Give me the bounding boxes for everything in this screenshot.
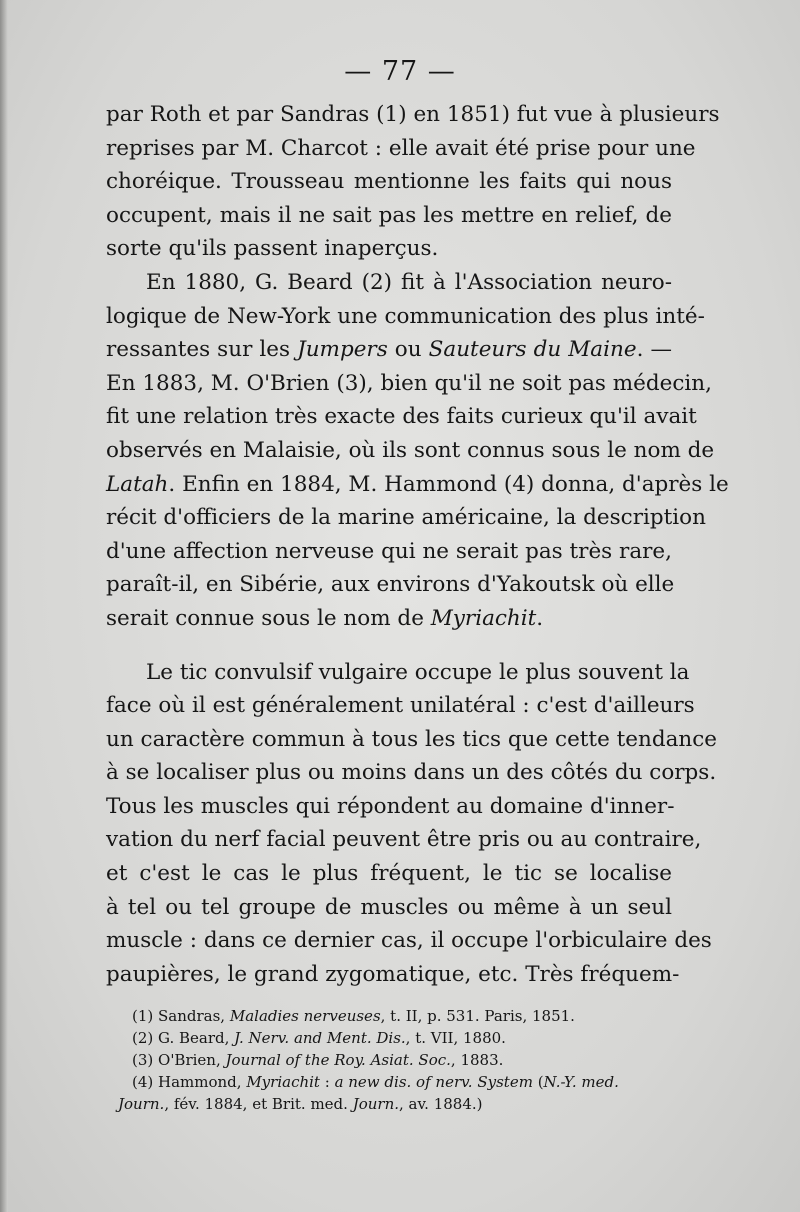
- text-line: logique de New-York une communication des plus inté-: [106, 303, 705, 329]
- text-line: serait connue sous le nom de Myriachit.: [106, 605, 544, 631]
- footnote: (2) G. Beard, J. Nerv. and Ment. Dis., t. VII, 1880.: [132, 1029, 506, 1047]
- footnotes: [118, 1005, 688, 1115]
- text-line: choréique. Trousseau mentionne les faits qui nous: [106, 169, 672, 195]
- text-line: reprises par M. Charcot : elle avait été prise pour une: [106, 135, 696, 161]
- text-line: muscle : dans ce dernier cas, il occupe l'orbiculaire des: [106, 928, 712, 954]
- text-line: ressantes sur les Jumpers ou Sauteurs du Maine. —: [106, 337, 672, 363]
- text-line: observés en Malaisie, où ils sont connus sous le nom de: [106, 437, 715, 463]
- footnote: (4) Hammond, Myriachit : a new dis. of nerv. System (N.-Y. med.: [132, 1073, 619, 1091]
- page-edge-shadow: [0, 0, 8, 1212]
- text-line: En 1883, M. O'Brien (3), bien qu'il ne soit pas médecin,: [106, 370, 712, 396]
- footnote-continuation: Journ., fév. 1884, et Brit. med. Journ., av. 1884.): [118, 1095, 483, 1113]
- paragraph-gap: [106, 636, 672, 656]
- text-line: à tel ou tel groupe de muscles ou même à un seul: [106, 894, 672, 920]
- text-line: face où il est généralement unilatéral : c'est d'ailleurs: [106, 693, 695, 719]
- text-line: par Roth et par Sandras (1) en 1851) fut vue à plusieurs: [106, 102, 720, 127]
- text-line: d'une affection nerveuse qui ne serait pas très rare,: [106, 538, 672, 564]
- text-line: Tous les muscles qui répondent au domaine d'inner-: [106, 793, 675, 819]
- text-line: fit une relation très exacte des faits curieux qu'il avait: [106, 404, 697, 430]
- text-line: vation du nerf facial peuvent être pris ou au contraire,: [106, 827, 702, 853]
- page-number: — 77 —: [344, 56, 456, 87]
- text-line: paupières, le grand zygomatique, etc. Très fréquem-: [106, 961, 680, 987]
- text-line: Le tic convulsif vulgaire occupe le plus souvent la: [146, 659, 690, 685]
- text-line: et c'est le cas le plus fréquent, le tic se localise: [106, 861, 672, 887]
- body-text: [106, 98, 729, 991]
- footnote: (1) Sandras, Maladies nerveuses, t. II, p. 531. Paris, 1851.: [132, 1007, 575, 1025]
- text-line: un caractère commun à tous les tics que cette tendance: [106, 726, 718, 752]
- text-line: En 1880, G. Beard (2) fit à l'Association neuro-: [146, 269, 672, 295]
- text-line: Latah. Enfin en 1884, M. Hammond (4) donna, d'après le: [106, 471, 729, 497]
- footnote: (3) O'Brien, Journal of the Roy. Asiat. Soc., 1883.: [132, 1051, 504, 1069]
- text-line: occupent, mais il ne sait pas les mettre en relief, de: [106, 202, 672, 228]
- text-line: paraît-il, en Sibérie, aux environs d'Yakoutsk où elle: [106, 572, 675, 598]
- text-line: à se localiser plus ou moins dans un des côtés du corps.: [106, 760, 717, 786]
- text-line: récit d'officiers de la marine américaine, la description: [106, 505, 706, 531]
- text-line: sorte qu'ils passent inaperçus.: [106, 236, 439, 262]
